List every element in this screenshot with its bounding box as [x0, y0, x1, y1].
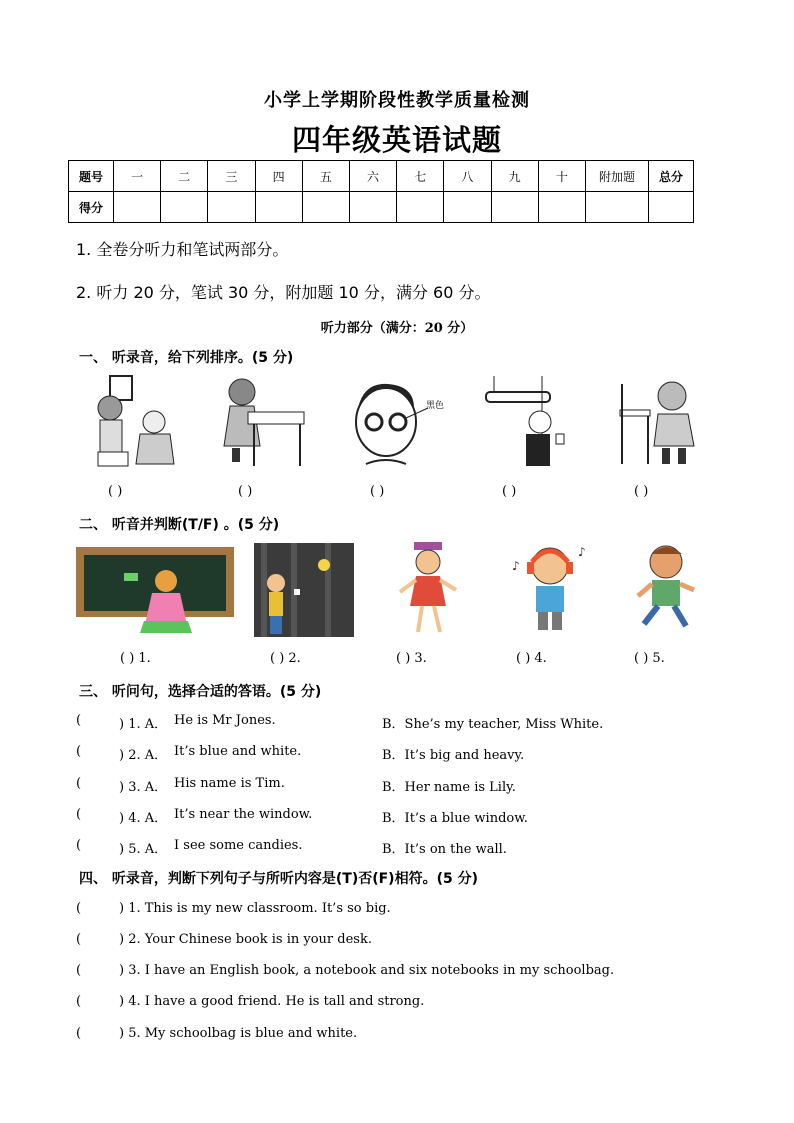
score-row	[69, 192, 694, 223]
answer-paren[interactable]: (	[76, 776, 82, 791]
girl-book-on-head-picture	[394, 540, 464, 640]
score-cell[interactable]	[586, 192, 649, 223]
black-label: 黑色	[426, 401, 445, 411]
score-table	[68, 160, 694, 223]
answer-paren[interactable]: (	[76, 963, 82, 978]
score-cell[interactable]	[538, 192, 585, 223]
col-header: 二	[161, 161, 208, 192]
question-number: ) 3. A．	[119, 780, 168, 795]
option-b: B．She’s my teacher, Miss White.	[382, 717, 604, 732]
section3-heading: 三、 听问句，选择合适的答语。(5 分)	[79, 684, 322, 700]
score-cell[interactable]	[397, 192, 444, 223]
option-a: I see some candies.	[174, 838, 303, 853]
section2-blank[interactable]: ( ) 4.	[516, 651, 547, 666]
option-a: He is Mr Jones.	[174, 713, 276, 728]
section4-statement-row	[76, 994, 716, 1009]
svg-text:♪: ♪	[512, 559, 520, 573]
col-header: 九	[491, 161, 538, 192]
col-header: 三	[208, 161, 255, 192]
option-b: B．It’s a blue window.	[382, 811, 528, 826]
question-number: ) 2. A．	[119, 748, 168, 763]
score-cell[interactable]	[649, 192, 694, 223]
section3-question-row	[76, 744, 716, 763]
statement-text: ) 4. I have a good friend. He is tall and strong.	[119, 994, 425, 1009]
section2-blank[interactable]: ( ) 5.	[634, 651, 665, 666]
row-label-question: 题号	[69, 161, 114, 192]
col-header: 七	[397, 161, 444, 192]
score-cell[interactable]	[444, 192, 491, 223]
option-a: It’s blue and white.	[174, 744, 302, 759]
col-header: 八	[444, 161, 491, 192]
statement-text: ) 5. My schoolbag is blue and white.	[119, 1026, 358, 1041]
col-header: 五	[302, 161, 349, 192]
statement-text: ) 1. This is my new classroom. It’s so big.	[119, 901, 391, 916]
answer-paren[interactable]: (	[76, 1026, 82, 1041]
exam-subtitle: 小学上学期阶段性教学质量检测	[264, 90, 530, 111]
col-header: 附加题	[586, 161, 649, 192]
statement-text: ) 2. Your Chinese book is in your desk.	[119, 932, 372, 947]
svg-text:♪: ♪	[578, 545, 586, 559]
section3-question-row	[76, 807, 716, 826]
option-b: B．It’s on the wall.	[382, 842, 507, 857]
option-b: B．It’s big and heavy.	[382, 748, 525, 763]
score-cell[interactable]	[349, 192, 396, 223]
question-number-row	[69, 161, 694, 192]
question-number: ) 1. A．	[119, 717, 168, 732]
section2-blank[interactable]: ( ) 3.	[396, 651, 427, 666]
section1-blank[interactable]: ( )	[108, 484, 123, 499]
col-header: 四	[255, 161, 302, 192]
answer-paren[interactable]: (	[76, 807, 82, 822]
section4-statement-row	[76, 1026, 716, 1041]
listening-heading: 听力部分（满分：20 分）	[320, 321, 474, 336]
col-header: 十	[538, 161, 585, 192]
section2-blank[interactable]: ( ) 2.	[270, 651, 301, 666]
option-a: His name is Tim.	[174, 776, 285, 791]
row-label-score: 得分	[69, 192, 114, 223]
col-header: 一	[114, 161, 161, 192]
section3-question-row	[76, 776, 716, 795]
answer-paren[interactable]: (	[76, 994, 82, 1009]
score-cell[interactable]	[491, 192, 538, 223]
boy-glasses-picture	[344, 378, 454, 472]
question-number: ) 5. A．	[119, 842, 168, 857]
boy-headphones-picture	[510, 540, 590, 638]
answer-paren[interactable]: (	[76, 713, 82, 728]
section1-blank[interactable]: ( )	[370, 484, 385, 499]
option-b: B．Her name is Lily.	[382, 780, 516, 795]
col-header: 总分	[649, 161, 694, 192]
score-cell[interactable]	[114, 192, 161, 223]
section4-statement-row	[76, 963, 716, 978]
question-number: ) 4. A．	[119, 811, 168, 826]
section4-heading: 四、 听录音，判断下列句子与所听内容是(T)否(F)相符。(5 分)	[79, 871, 478, 887]
girl-blackboard-picture	[76, 547, 234, 635]
answer-paren[interactable]: (	[76, 744, 82, 759]
answer-paren[interactable]: (	[76, 932, 82, 947]
girl-dark-room-picture	[254, 543, 354, 637]
col-header: 六	[349, 161, 396, 192]
section3-question-row	[76, 838, 716, 857]
score-cell[interactable]	[208, 192, 255, 223]
girl-desk-picture	[212, 376, 308, 468]
score-cell[interactable]	[302, 192, 349, 223]
section1-blank[interactable]: ( )	[634, 484, 649, 499]
score-cell[interactable]	[255, 192, 302, 223]
option-a: It’s near the window.	[174, 807, 313, 822]
section4-statement-row	[76, 901, 716, 916]
answer-paren[interactable]: (	[76, 838, 82, 853]
section1-blank[interactable]: ( )	[502, 484, 517, 499]
boy-light-switch-picture	[480, 376, 570, 470]
section4-statement-row	[76, 932, 716, 947]
statement-text: ) 3. I have an English book, a notebook and six notebooks in my schoolbag.	[119, 963, 615, 978]
boy-running-picture	[630, 540, 700, 638]
note-line-2: 2. 听力 20 分，笔试 30 分，附加题 10 分，满分 60 分。	[76, 283, 491, 302]
section1-blank[interactable]: ( )	[238, 484, 253, 499]
exam-title: 四年级英语试题	[291, 123, 502, 157]
score-cell[interactable]	[161, 192, 208, 223]
section2-blank[interactable]: ( ) 1.	[120, 651, 151, 666]
answer-paren[interactable]: (	[76, 901, 82, 916]
section3-question-row	[76, 713, 716, 732]
section2-heading: 二、 听音并判断(T/F) 。(5 分)	[79, 517, 280, 533]
girl-window-picture	[92, 372, 182, 470]
note-line-1: 1. 全卷分听力和笔试两部分。	[76, 240, 289, 259]
girl-chair-picture	[616, 374, 706, 470]
section1-heading: 一、 听录音，给下列排序。(5 分)	[79, 350, 294, 366]
